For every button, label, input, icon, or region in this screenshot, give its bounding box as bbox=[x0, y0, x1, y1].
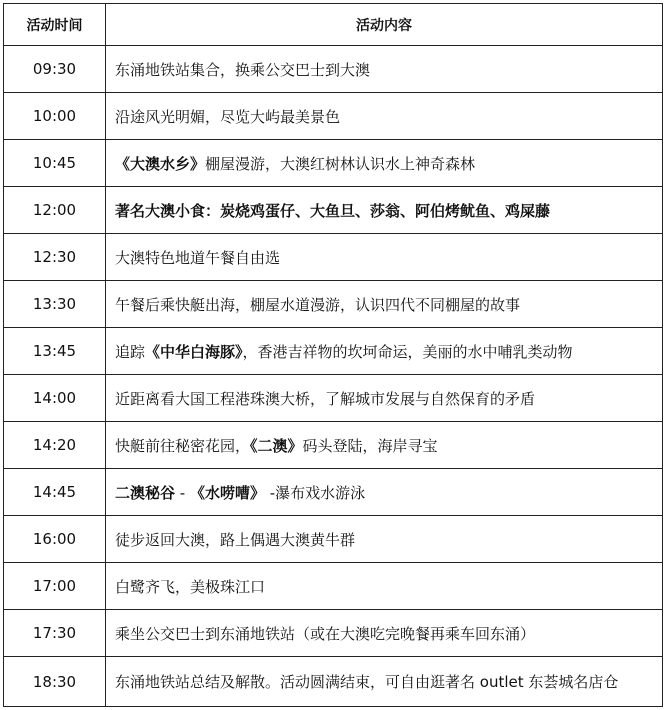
activity-description bbox=[106, 281, 663, 328]
activity-description bbox=[106, 516, 663, 563]
text-segment: 东涌地铁站总结及解散。活动圆满结束，可自由逛著名 outlet 东荟城名店仓 bbox=[115, 673, 619, 691]
text-segment: -瀑布戏水游泳 bbox=[264, 483, 366, 502]
table-row bbox=[4, 93, 663, 140]
table-row bbox=[4, 187, 663, 234]
table-row bbox=[4, 234, 663, 281]
bold-text: 《中华白海豚》 bbox=[145, 342, 243, 361]
activity-description bbox=[106, 469, 663, 516]
table-row bbox=[4, 563, 663, 610]
activity-time: 13:30 bbox=[4, 281, 106, 328]
text-segment: 徒步返回大澳，路上偶遇大澳黄牛群 bbox=[115, 530, 356, 549]
activity-description bbox=[106, 328, 663, 375]
text-segment: - bbox=[175, 483, 190, 502]
table-row bbox=[4, 375, 663, 422]
text-segment: 东涌地铁站集合，换乘公交巴士到大澳 bbox=[115, 60, 371, 79]
table-row bbox=[4, 422, 663, 469]
table-row bbox=[4, 516, 663, 563]
text-segment: 快艇前往秘密花园， bbox=[115, 436, 251, 455]
activity-time: 18:30 bbox=[4, 657, 106, 707]
activity-description bbox=[106, 375, 663, 422]
text-segment: 沿途风光明媚，尽览大屿最美景色 bbox=[115, 107, 341, 126]
table-row bbox=[4, 140, 663, 187]
activity-description bbox=[106, 657, 663, 707]
bold-text: 《二澳》 bbox=[250, 436, 303, 455]
activity-time: 14:20 bbox=[4, 422, 106, 469]
table-row bbox=[4, 281, 663, 328]
activity-time: 10:00 bbox=[4, 93, 106, 140]
activity-description bbox=[106, 610, 663, 657]
text-segment: 近距离看大国工程港珠澳大桥，了解城市发展与自然保育的矛盾 bbox=[115, 389, 536, 408]
activity-time: 16:00 bbox=[4, 516, 106, 563]
table-body bbox=[4, 46, 663, 707]
activity-time: 12:30 bbox=[4, 234, 106, 281]
header-content: 活动内容 bbox=[106, 4, 663, 46]
activity-description bbox=[106, 46, 663, 93]
activity-time: 12:00 bbox=[4, 187, 106, 234]
activity-time: 17:00 bbox=[4, 563, 106, 610]
activity-time: 14:45 bbox=[4, 469, 106, 516]
bold-text: 《大澳水乡》 bbox=[115, 154, 206, 173]
table-row bbox=[4, 610, 663, 657]
table-row bbox=[4, 657, 663, 707]
text-segment: 午餐后乘快艇出海，棚屋水道漫游，认识四代不同棚屋的故事 bbox=[115, 295, 521, 314]
activity-description bbox=[106, 234, 663, 281]
bold-text: 二澳秘谷 bbox=[115, 483, 176, 502]
text-segment: 追踪 bbox=[115, 342, 146, 361]
activity-description bbox=[106, 93, 663, 140]
schedule-table bbox=[3, 3, 663, 707]
table-row bbox=[4, 469, 663, 516]
header-time: 活动时间 bbox=[4, 4, 106, 46]
activity-description bbox=[106, 563, 663, 610]
activity-description bbox=[106, 187, 663, 234]
text-segment: 乘坐公交巴士到东涌地铁站（或在大澳吃完晚餐再乘车回东涌） bbox=[115, 624, 536, 643]
activity-description bbox=[106, 422, 663, 469]
activity-time: 13:45 bbox=[4, 328, 106, 375]
text-segment: ，香港吉祥物的坎坷命运，美丽的水中哺乳类动物 bbox=[242, 342, 573, 361]
text-segment: 码头登陆，海岸寻宝 bbox=[302, 436, 438, 455]
table-row bbox=[4, 46, 663, 93]
activity-time: 14:00 bbox=[4, 375, 106, 422]
text-segment: 白鹭齐飞，美极珠江口 bbox=[115, 577, 266, 596]
activity-time: 09:30 bbox=[4, 46, 106, 93]
bold-text: 著名大澳小食：炭烧鸡蛋仔、大鱼旦、莎翁、阿伯烤鱿鱼、鸡屎藤 bbox=[115, 201, 551, 220]
bold-text: 《水唠嘈》 bbox=[189, 483, 265, 502]
activity-description bbox=[106, 140, 663, 187]
table-header-row bbox=[4, 4, 663, 46]
table-row bbox=[4, 328, 663, 375]
text-segment: 棚屋漫游，大澳红树林认识水上神奇森林 bbox=[205, 154, 476, 173]
activity-time: 10:45 bbox=[4, 140, 106, 187]
text-segment: 大澳特色地道午餐自由选 bbox=[115, 248, 281, 267]
activity-time: 17:30 bbox=[4, 610, 106, 657]
